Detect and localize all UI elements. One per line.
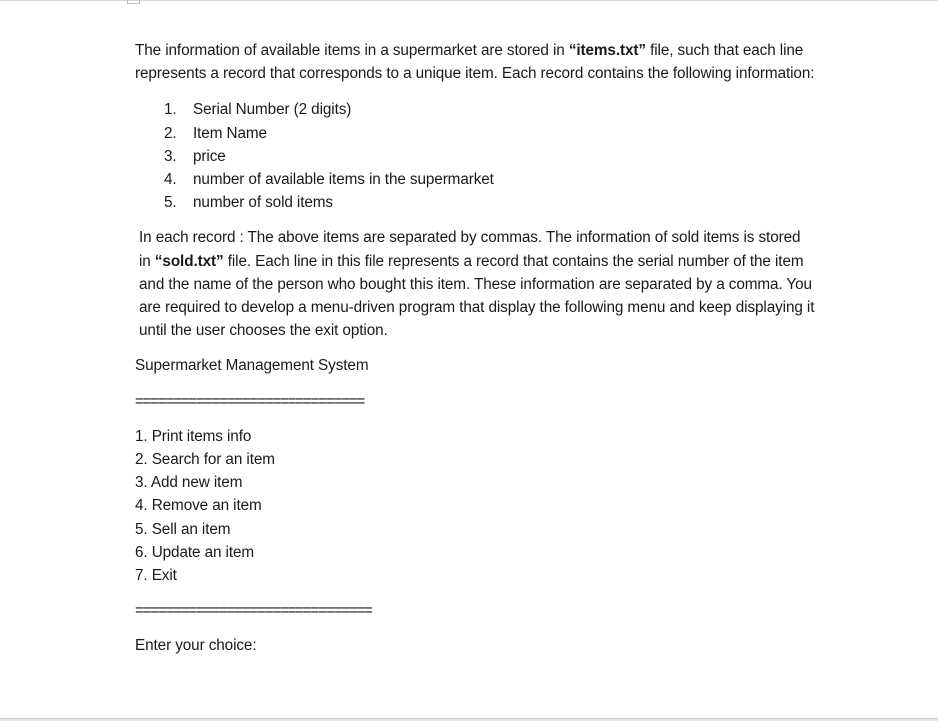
document-page [135, 39, 815, 658]
items-filename: “items.txt” [568, 42, 646, 59]
sold-filename: “sold.txt” [154, 252, 224, 270]
para2-text-part1: In each record : The above items are separated by commas. The information of sold items is stored in [139, 229, 801, 270]
list-text: number of sold items [193, 194, 333, 212]
record-field-item [135, 98, 815, 121]
choice-prompt: Enter your choice: [135, 637, 257, 655]
text-boundary-corner-mark [127, 0, 140, 4]
menu-option: 3. Add new item [135, 474, 243, 492]
list-text: Serial Number (2 digits) [193, 101, 352, 119]
para2-text-part2: file. Each line in this file represents a record that contains the serial number of the item and the name of the person who bought this item. These information are separated by a comma. You are required to develop a menu-driven program that display the following menu and keep displaying it until the user chooses the exit option. [139, 252, 815, 340]
record-field-item [135, 145, 815, 168]
list-number: 2. [164, 124, 177, 142]
sold-items-paragraph [135, 226, 815, 342]
intro-paragraph [135, 39, 815, 85]
record-field-item [135, 168, 815, 191]
menu-option: 2. Search for an item [135, 451, 275, 469]
menu-option: 5. Sell an item [135, 520, 231, 538]
menu-title: Supermarket Management System [135, 357, 369, 375]
list-number: 5. [164, 194, 177, 212]
list-number: 4. [164, 171, 177, 189]
record-fields-list [135, 98, 815, 214]
menu-option: 6. Update an item [135, 543, 255, 561]
list-number: 3. [164, 147, 177, 165]
list-text: price [193, 147, 226, 165]
intro-text-part2: file, such that each line represents a record that corresponds to a unique item. Each record contains the following information: [135, 42, 815, 83]
menu-option: 7. Exit [135, 567, 177, 585]
list-number: 1. [164, 101, 177, 119]
list-text: Item Name [193, 124, 267, 142]
menu-option: 4. Remove an item [135, 497, 262, 515]
record-field-item [135, 191, 815, 214]
intro-text-part1: The information of available items in a supermarket are stored in [135, 42, 569, 59]
menu-option: 1. Print items info [135, 427, 252, 445]
menu-options-list [135, 425, 815, 587]
page-top-border [0, 0, 938, 1]
menu-top-rule: ============================== [135, 392, 364, 410]
menu-bottom-rule: =============================== [135, 602, 372, 620]
record-field-item [135, 122, 815, 145]
list-text: number of available items in the supermarket [193, 171, 494, 189]
